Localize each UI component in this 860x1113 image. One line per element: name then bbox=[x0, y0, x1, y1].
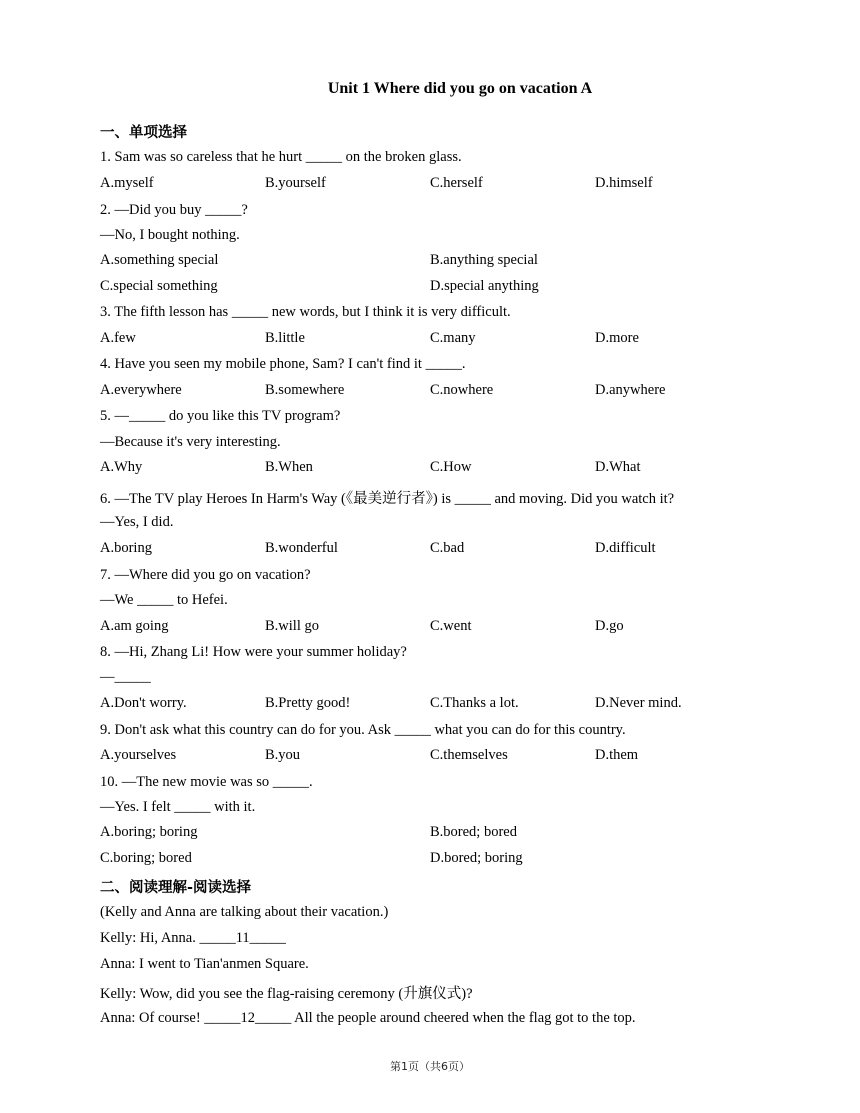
question-4-options bbox=[100, 382, 760, 402]
question-10-stem: 10. —The new movie was so _____. bbox=[100, 774, 313, 790]
section-heading-single-choice: 一、单项选择 bbox=[100, 125, 187, 141]
option-a: A.something special bbox=[100, 252, 219, 268]
question-2-reply: —No, I bought nothing. bbox=[100, 227, 240, 243]
question-5-options bbox=[100, 459, 760, 479]
question-5-stem: 5. —_____ do you like this TV program? bbox=[100, 408, 341, 424]
option-d: D.What bbox=[595, 459, 641, 475]
option-b: B.will go bbox=[265, 618, 319, 634]
option-a: A.few bbox=[100, 330, 136, 346]
question-4-stem: 4. Have you seen my mobile phone, Sam? I can't find it _____. bbox=[100, 356, 466, 372]
question-6-stem: 6. —The TV play Heroes In Harm's Way (《最美逆行者》) is _____ and moving. Did you watch it? bbox=[100, 491, 675, 507]
option-b: B.you bbox=[265, 747, 301, 763]
option-b: B.little bbox=[265, 330, 305, 346]
dialogue-line: Anna: Of course! _____12_____ All the people around cheered when the flag got to the top. bbox=[100, 1010, 636, 1026]
option-c: C.herself bbox=[430, 175, 483, 191]
dialogue-line: Anna: I went to Tian'anmen Square. bbox=[100, 956, 309, 972]
question-3-options bbox=[100, 330, 760, 350]
option-b: B.When bbox=[265, 459, 313, 475]
option-c: C.bad bbox=[430, 540, 465, 556]
option-d: D.bored; boring bbox=[430, 850, 523, 866]
question-10-options-row-2 bbox=[100, 850, 760, 870]
question-2-options-row-1 bbox=[100, 252, 760, 272]
option-c: C.Thanks a lot. bbox=[430, 695, 519, 711]
question-8-options bbox=[100, 695, 760, 715]
option-a: A.Don't worry. bbox=[100, 695, 187, 711]
option-a: A.yourselves bbox=[100, 747, 177, 763]
option-d: D.go bbox=[595, 618, 624, 634]
section-heading-reading: 二、阅读理解-阅读选择 bbox=[100, 880, 252, 896]
option-d: D.more bbox=[595, 330, 639, 346]
option-c: C.nowhere bbox=[430, 382, 494, 398]
question-6-reply: —Yes, I did. bbox=[100, 514, 174, 530]
page-title: Unit 1 Where did you go on vacation A bbox=[327, 80, 593, 97]
option-c: C.How bbox=[430, 459, 472, 475]
question-1-options bbox=[100, 175, 760, 195]
option-d: D.difficult bbox=[595, 540, 656, 556]
question-8-stem: 8. —Hi, Zhang Li! How were your summer holiday? bbox=[100, 644, 407, 660]
option-b: B.anything special bbox=[430, 252, 538, 268]
question-6-options bbox=[100, 540, 760, 560]
option-d: D.anywhere bbox=[595, 382, 666, 398]
question-3-stem: 3. The fifth lesson has _____ new words, but I think it is very difficult. bbox=[100, 304, 511, 320]
question-5-reply: —Because it's very interesting. bbox=[100, 434, 281, 450]
option-d: D.them bbox=[595, 747, 639, 763]
question-7-options bbox=[100, 618, 760, 638]
option-a: A.everywhere bbox=[100, 382, 182, 398]
question-7-reply: —We _____ to Hefei. bbox=[100, 592, 228, 608]
page-footer: 第1页（共6页） bbox=[390, 1060, 470, 1073]
option-d: D.himself bbox=[595, 175, 653, 191]
question-2-stem: 2. —Did you buy _____? bbox=[100, 202, 248, 218]
option-a: A.Why bbox=[100, 459, 143, 475]
question-10-reply: —Yes. I felt _____ with it. bbox=[100, 799, 256, 815]
option-c: C.many bbox=[430, 330, 476, 346]
option-c: C.boring; bored bbox=[100, 850, 192, 866]
option-d: D.Never mind. bbox=[595, 695, 682, 711]
option-b: B.wonderful bbox=[265, 540, 338, 556]
option-b: B.somewhere bbox=[265, 382, 345, 398]
option-b: B.yourself bbox=[265, 175, 326, 191]
question-9-stem: 9. Don't ask what this country can do for you. Ask _____ what you can do for this country. bbox=[100, 722, 626, 738]
question-10-options-row-1 bbox=[100, 824, 760, 844]
question-1-stem: 1. Sam was so careless that he hurt _____ on the broken glass. bbox=[100, 149, 462, 165]
dialogue-line: Kelly: Wow, did you see the flag-raising ceremony (升旗仪式)? bbox=[100, 986, 473, 1002]
option-a: A.boring bbox=[100, 540, 152, 556]
option-a: A.boring; boring bbox=[100, 824, 198, 840]
reading-intro: (Kelly and Anna are talking about their vacation.) bbox=[100, 904, 389, 920]
option-b: B.bored; bored bbox=[430, 824, 517, 840]
option-b: B.Pretty good! bbox=[265, 695, 351, 711]
question-9-options bbox=[100, 747, 760, 767]
option-a: A.am going bbox=[100, 618, 169, 634]
option-d: D.special anything bbox=[430, 278, 539, 294]
question-8-reply: —_____ bbox=[100, 669, 151, 685]
option-c: C.special something bbox=[100, 278, 218, 294]
question-2-options-row-2 bbox=[100, 278, 760, 298]
question-7-stem: 7. —Where did you go on vacation? bbox=[100, 567, 311, 583]
dialogue-line: Kelly: Hi, Anna. _____11_____ bbox=[100, 930, 286, 946]
option-c: C.went bbox=[430, 618, 472, 634]
option-a: A.myself bbox=[100, 175, 154, 191]
option-c: C.themselves bbox=[430, 747, 508, 763]
